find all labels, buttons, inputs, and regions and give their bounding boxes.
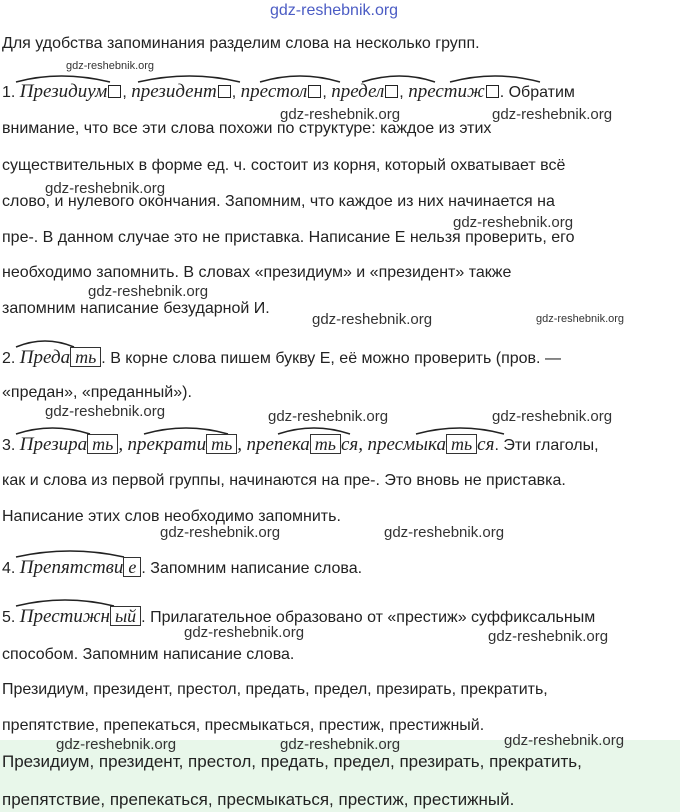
answer-line: Президиум, президент, престол, предать, предел, презирать, прекратить,	[2, 752, 582, 771]
word-root: пресмыка	[367, 434, 446, 455]
group3-tail: . Эти глаголы,	[494, 437, 599, 454]
group1-line: пре-. В данном случае это не приставка. Написание Е нельзя проверить, его	[2, 229, 575, 246]
group4-tail: . Запомним написание слова.	[141, 560, 363, 577]
word-prestizh: престиж	[408, 81, 485, 102]
word-prestol: престол	[240, 81, 308, 102]
watermark: gdz-reshebnik.org	[56, 736, 177, 753]
group5-number: 5.	[2, 609, 16, 626]
ending-box: ть	[446, 434, 477, 454]
word-prezidium: Президиум	[19, 81, 108, 102]
watermark: gdz-reshebnik.org	[88, 283, 209, 300]
word-post: ся	[477, 434, 495, 455]
group4-line1	[2, 557, 362, 579]
ending-box: ть	[70, 347, 101, 367]
group1-line: существительных в форме ед. ч. состоит из корня, который охватывает всё	[2, 157, 566, 174]
group1-line: внимание, что все эти слова похожи по структуре: каждое из этих	[2, 120, 492, 137]
word-prezident: президент	[131, 81, 217, 102]
group2-line2: «предан», «преданный»).	[2, 384, 192, 401]
ending-box: ть	[87, 434, 118, 454]
word-preda-root: Преда	[19, 347, 71, 368]
answer-line: препятствие, препекаться, пресмыкаться, престиж, престижный.	[2, 790, 515, 809]
group1-line1	[2, 82, 575, 103]
group1-number: 1.	[2, 84, 16, 101]
zero-ending-icon	[218, 85, 231, 98]
watermark: gdz-reshebnik.org	[280, 106, 401, 123]
zero-ending-icon	[308, 85, 321, 98]
group3-line1	[2, 434, 599, 456]
group1-line: необходимо запомнить. В словах «президиум» и «президент» также	[2, 264, 512, 281]
watermark: gdz-reshebnik.org	[492, 408, 613, 425]
group1-line: слово, и нулевого окончания. Запомним, что каждое из них начинается на	[2, 193, 555, 210]
ending-box: ый	[110, 606, 141, 626]
watermark: gdz-reshebnik.org	[45, 180, 166, 197]
zero-ending-icon	[486, 85, 499, 98]
separator: ,	[231, 84, 237, 101]
summary-line: Президиум, президент, престол, предать, предел, презирать, прекратить,	[2, 681, 548, 698]
word-root: препека	[246, 434, 310, 455]
word-root: прекрати	[127, 434, 207, 455]
summary-line: препятствие, препекаться, пресмыкаться, престиж, престижный.	[2, 717, 485, 734]
word-root: Препятстви	[19, 557, 124, 578]
watermark: gdz-reshebnik.org	[492, 106, 613, 123]
ending-box: е	[123, 557, 141, 577]
group3-number: 3.	[2, 437, 16, 454]
separator: ,	[322, 84, 327, 101]
group5-line2: способом. Запомним написание слова.	[2, 646, 295, 663]
group4-number: 4.	[2, 560, 16, 577]
zero-ending-icon	[385, 85, 398, 98]
group1-line: запомним написание безударной И.	[2, 300, 270, 317]
watermark: gdz-reshebnik.org	[280, 736, 401, 753]
watermark: gdz-reshebnik.org	[384, 524, 505, 541]
group2-tail: . В корне слова пишем букву Е, её можно проверить (пров. —	[101, 350, 561, 367]
intro-text: Для удобства запоминания разделим слова на несколько групп.	[2, 35, 480, 52]
word-post: ,	[237, 434, 243, 455]
watermark: gdz-reshebnik.org	[453, 214, 574, 231]
separator: ,	[399, 84, 404, 101]
separator: ,	[122, 84, 127, 101]
word-post: ,	[118, 434, 124, 455]
group2-number: 2.	[2, 350, 16, 367]
zero-ending-icon	[108, 85, 121, 98]
watermark: gdz-reshebnik.org	[160, 524, 281, 541]
group5-tail: . Прилагательное образовано от «престиж» суффиксальным	[141, 609, 596, 626]
watermark: gdz-reshebnik.org	[45, 403, 166, 420]
watermark-top: gdz-reshebnik.org	[270, 2, 399, 19]
word-predel: предел	[331, 81, 385, 102]
watermark: gdz-reshebnik.org	[536, 313, 625, 325]
word-post: ся,	[340, 434, 363, 455]
watermark: gdz-reshebnik.org	[184, 624, 305, 641]
group3-line: Написание этих слов необходимо запомнить.	[2, 508, 341, 525]
group1-tail: . Обратим	[499, 84, 575, 101]
watermark: gdz-reshebnik.org	[268, 408, 389, 425]
word-root: Презира	[19, 434, 88, 455]
ending-box: ть	[206, 434, 237, 454]
ending-box: ть	[310, 434, 341, 454]
watermark: gdz-reshebnik.org	[488, 628, 609, 645]
group3-line: как и слова из первой группы, начинаются на пре-. Это вновь не приставка.	[2, 472, 566, 489]
word-root: Престижн	[19, 606, 110, 627]
group2-line1	[2, 347, 561, 369]
watermark: gdz-reshebnik.org	[504, 732, 625, 749]
watermark: gdz-reshebnik.org	[312, 311, 433, 328]
watermark: gdz-reshebnik.org	[66, 60, 155, 72]
